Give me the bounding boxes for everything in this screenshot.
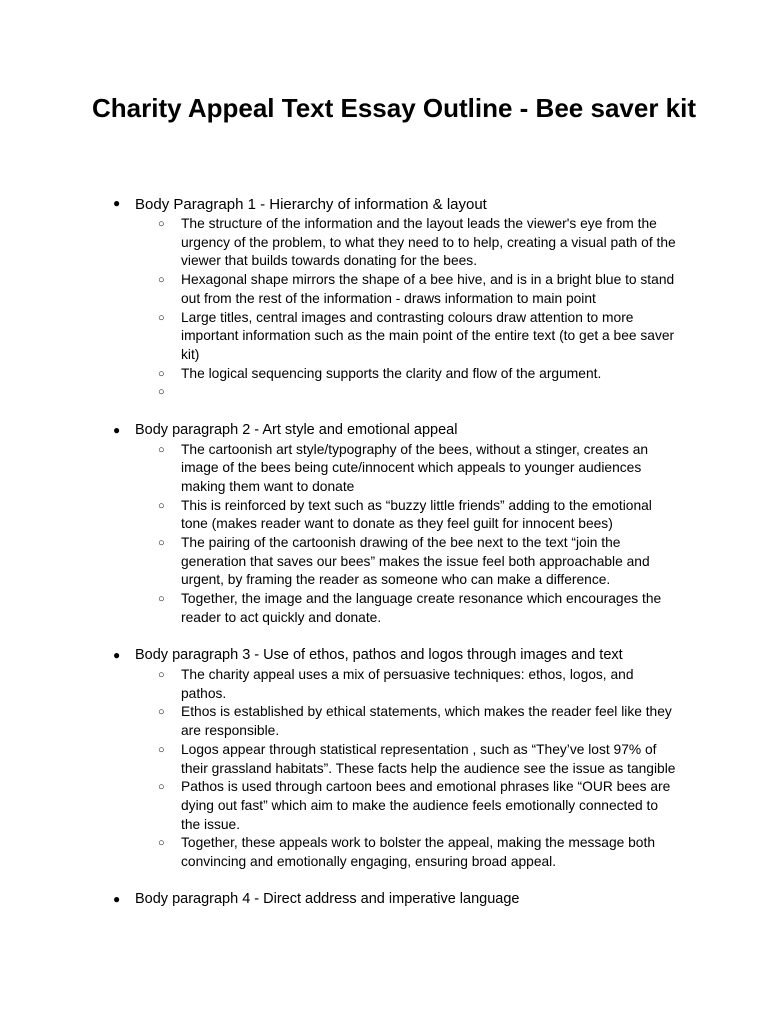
sub-point-text-line: reader to act quickly and donate. [181, 609, 382, 625]
bullet-circle-icon: ○ [158, 593, 165, 606]
sub-point-text-line: generation that saves our bees” makes the issue feel both approachable and [181, 553, 650, 569]
sub-point [0, 703, 681, 740]
sub-point-text-line: kit) [181, 346, 200, 362]
bullet-circle-icon: ○ [158, 499, 165, 512]
outline-section [0, 421, 768, 628]
sub-point [0, 441, 681, 497]
sub-point-text-line: important information such as the main point of the entire text (to get a bee saver [181, 328, 675, 344]
sub-point-text-line: Hexagonal shape mirrors the shape of a bee hive, and is in a bright blue to stand [181, 272, 675, 288]
sub-point [0, 741, 681, 778]
sub-point-text-line: the issue. [181, 816, 241, 832]
section-heading: Body paragraph 3 - Use of ethos, pathos and logos through images and text [135, 647, 623, 664]
outline-section [0, 194, 768, 402]
document-title: Charity Appeal Text Essay Outline - Bee saver kit [92, 93, 697, 123]
bullet-circle-icon: ○ [158, 311, 165, 324]
bullet-circle-icon: ○ [158, 706, 165, 719]
sub-point-text-line: Large titles, central images and contrasting colours draw attention to more [181, 309, 634, 325]
sub-point [0, 271, 681, 308]
sub-point-text-line: Together, these appeals work to bolster the appeal, making the message both [181, 835, 655, 851]
sub-point-text-line: This is reinforced by text such as “buzzy little friends” adding to the emotional [181, 497, 652, 513]
outline-section [0, 646, 768, 872]
bullet-circle-icon: ○ [158, 274, 165, 287]
sub-point-list [0, 215, 768, 402]
sub-point-list [0, 666, 768, 872]
bullet-disc-icon: ● [113, 422, 121, 437]
sub-point-text-line: The pairing of the cartoonish drawing of the bee next to the text “join the [181, 535, 621, 551]
section-heading-row [0, 890, 768, 910]
bullet-circle-icon: ○ [158, 743, 165, 756]
bullet-disc-icon: ● [113, 892, 121, 907]
sub-point-text-line: Together, the image and the language create resonance which encourages the [181, 591, 662, 607]
sub-point-text-line: are responsible. [181, 723, 280, 739]
section-heading: Body paragraph 2 - Art style and emotional appeal [135, 421, 458, 438]
sub-point-text-line: Ethos is established by ethical statements, which makes the reader feel like they [181, 704, 672, 720]
bullet-circle-icon: ○ [158, 218, 165, 230]
sub-point [0, 215, 681, 271]
sub-point [0, 534, 681, 590]
sub-point-text-line: The logical sequencing supports the clarity and flow of the argument. [181, 365, 602, 381]
sub-point-text-line: dying out fast” which aim to make the audience feels emotionally connected to [181, 797, 659, 813]
sub-point-text-line: tone (makes reader want to donate as they feel guilt for innocent bees) [181, 516, 613, 532]
sub-point-text-line: The cartoonish art style/typography of the bees, without a stinger, creates an [181, 441, 649, 457]
sub-point-text-line: their grassland habitats”. These facts help the audience see the issue as tangible [181, 760, 676, 776]
sub-point [0, 834, 681, 871]
sub-point-text-line: urgent, by framing the reader as someone who can make a difference. [181, 572, 611, 588]
bullet-circle-icon: ○ [158, 669, 165, 682]
sub-point [0, 497, 681, 534]
section-heading: Body paragraph 4 - Direct address and imperative language [135, 891, 520, 908]
sub-point [0, 666, 681, 703]
bullet-circle-icon: ○ [158, 443, 165, 456]
sub-point [0, 309, 681, 365]
sub-point [0, 365, 681, 384]
sub-point-text-line: Logos appear through statistical representation , such as “They’ve lost 97% of [181, 741, 657, 757]
section-heading-row [0, 194, 768, 215]
sub-point-text-line: viewer that builds towards donating for the bees. [181, 253, 478, 269]
sub-point [0, 383, 681, 402]
bullet-circle-icon: ○ [158, 537, 165, 550]
sub-point-text-line: urgency of the problem, to what they need to to help, creating a visual path of the [181, 234, 676, 250]
sub-point-text-line: making them want to donate [181, 478, 355, 494]
bullet-disc-icon: ● [113, 196, 121, 210]
section-heading-row [0, 646, 768, 666]
bullet-circle-icon: ○ [158, 781, 165, 794]
outline-section [0, 890, 768, 910]
essay-outline [0, 194, 768, 929]
sub-point-text-line: out from the rest of the information - draws information to main point [181, 290, 596, 306]
bullet-circle-icon: ○ [158, 367, 165, 380]
sub-point [0, 778, 681, 834]
sub-point-text-line: The structure of the information and the layout leads the viewer's eye from the [181, 216, 657, 231]
bullet-circle-icon: ○ [158, 386, 165, 399]
bullet-circle-icon: ○ [158, 837, 165, 850]
sub-point-text-line: Pathos is used through cartoon bees and emotional phrases like “OUR bees are [181, 779, 671, 795]
sub-point-text-line: image of the bees being cute/innocent which appeals to younger audiences [181, 460, 642, 476]
sub-point-text-line: The charity appeal uses a mix of persuasive techniques: ethos, logos, and [181, 667, 634, 683]
sub-point-list [0, 441, 768, 628]
sub-point-text-line: convincing and emotionally engaging, ensuring broad appeal. [181, 854, 557, 870]
sub-point-text-line: pathos. [181, 685, 227, 701]
section-heading: Body Paragraph 1 - Hierarchy of information & layout [135, 196, 487, 213]
sub-point [0, 590, 681, 627]
bullet-disc-icon: ● [113, 648, 121, 663]
section-heading-row [0, 421, 768, 441]
